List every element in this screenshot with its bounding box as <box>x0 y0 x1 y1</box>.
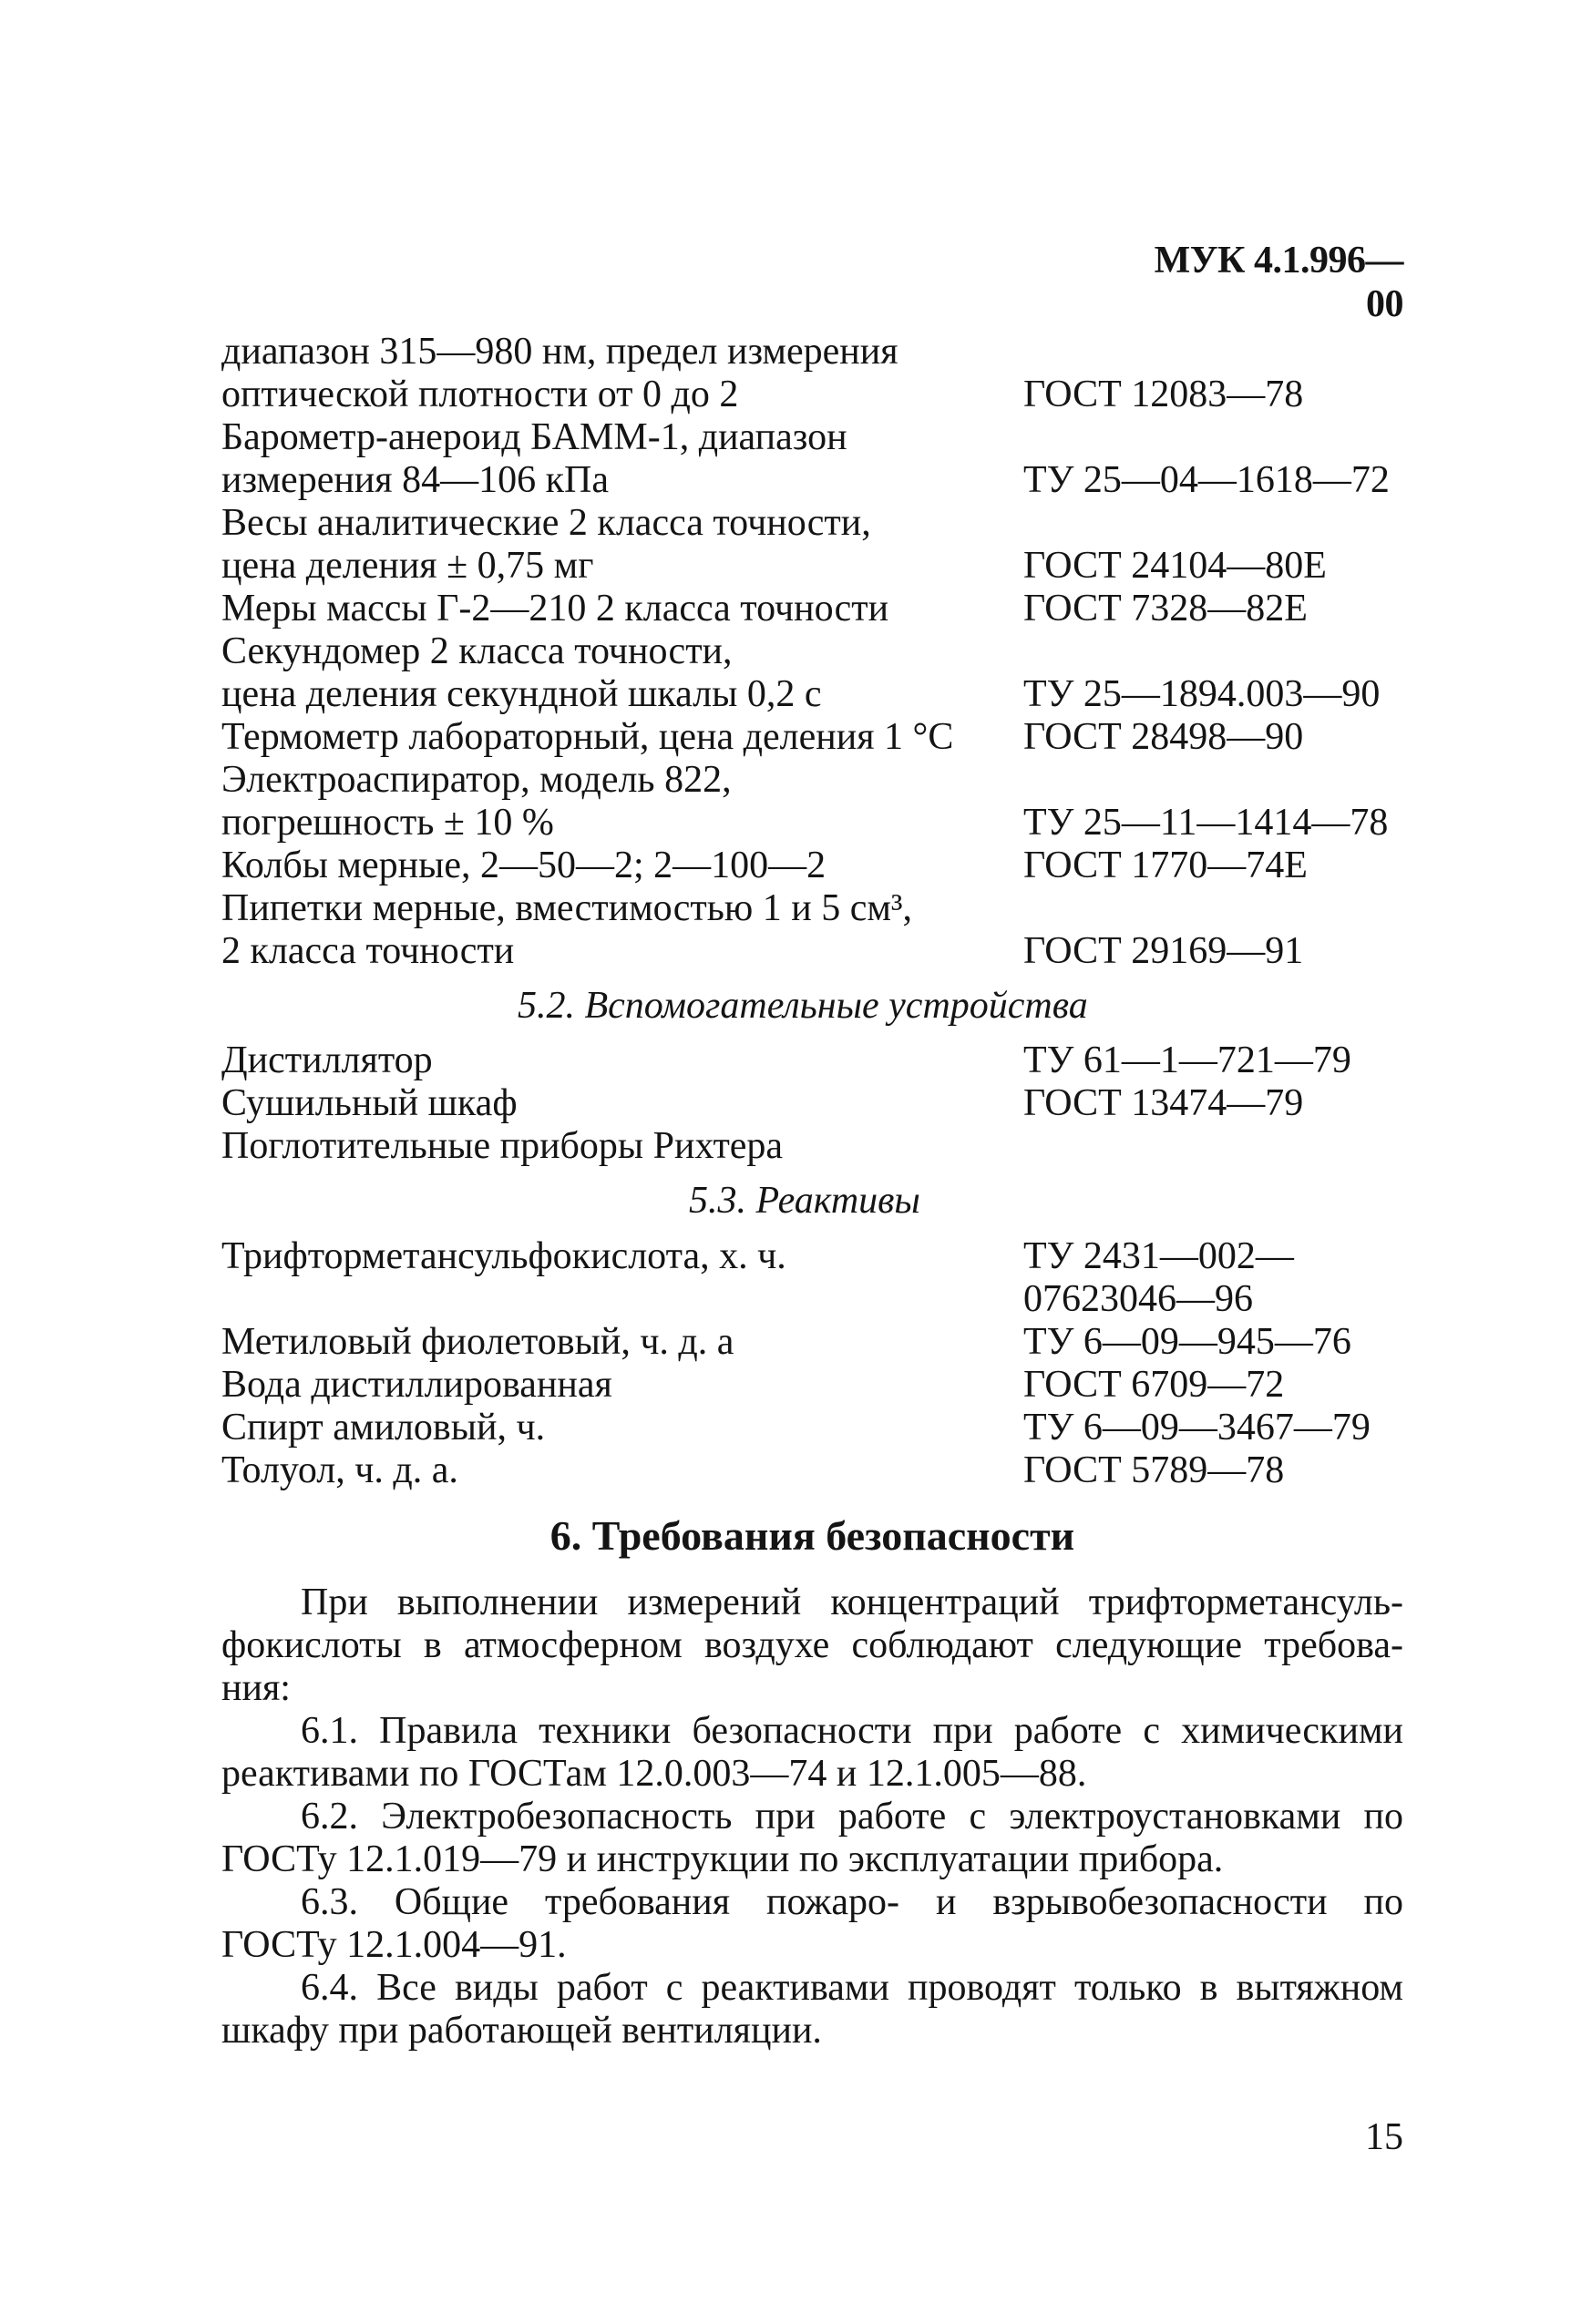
reagent-row <box>221 1277 1406 1323</box>
equipment-description: Барометр-анероид БАММ-1, диапазон <box>221 416 847 458</box>
equipment-row <box>221 758 1406 804</box>
equipment-description: измерения 84—106 кПа <box>221 459 609 501</box>
paragraph-line: ГОСТу 12.1.019—79 и инструкции по эксплуатации прибора. <box>221 1838 1224 1880</box>
equipment-description: Колбы мерные, 2—50—2; 2—100—2 <box>221 845 827 886</box>
equipment-standard: ГОСТ 1770—74Е <box>1023 845 1308 886</box>
reagent-row <box>221 1406 1406 1451</box>
equipment-description: оптической плотности от 0 до 2 <box>221 374 739 415</box>
reagent-standard: ГОСТ 5789—78 <box>1023 1449 1285 1491</box>
equipment-row <box>221 544 1406 589</box>
reagent-name: Толуол, ч. д. а. <box>221 1449 458 1491</box>
auxiliary-device-row <box>221 1124 1406 1170</box>
device-standard: ТУ 61—1—721—79 <box>1023 1039 1351 1081</box>
equipment-row <box>221 886 1406 932</box>
paragraph-line: 6.4. Все виды работ с реактивами проводят только в вытяжном <box>301 1967 1403 2009</box>
reagent-row <box>221 1449 1406 1494</box>
reagent-standard: ГОСТ 6709—72 <box>1023 1364 1285 1406</box>
device-name: Сушильный шкаф <box>221 1082 518 1124</box>
equipment-standard: ГОСТ 29169—91 <box>1023 930 1304 972</box>
document-code-header: МУК 4.1.996—00 <box>1154 240 1403 325</box>
equipment-row <box>221 630 1406 675</box>
equipment-standard: ТУ 25—1894.003—90 <box>1023 673 1381 715</box>
equipment-description: Термометр лабораторный, цена деления 1 °С <box>221 716 954 758</box>
reagent-standard: 07623046—96 <box>1023 1278 1253 1320</box>
section-5-2-heading: 5.2. Вспомогательные устройства <box>518 985 1088 1027</box>
equipment-description: Секундомер 2 класса точности, <box>221 630 733 672</box>
reagent-name: Метиловый фиолетовый, ч. д. а <box>221 1321 734 1363</box>
auxiliary-device-row <box>221 1039 1406 1084</box>
equipment-description: цена деления секундной шкалы 0,2 с <box>221 673 822 715</box>
paragraph-line: фокислоты в атмосферном воздухе соблюдают следующие требова- <box>221 1624 1403 1666</box>
device-name: Поглотительные приборы Рихтера <box>221 1125 784 1167</box>
equipment-standard: ГОСТ 12083—78 <box>1023 374 1304 415</box>
equipment-row <box>221 929 1406 975</box>
reagent-row <box>221 1363 1406 1408</box>
paragraph-line: ния: <box>221 1667 291 1709</box>
reagent-standard: ТУ 6—09—3467—79 <box>1023 1407 1371 1449</box>
equipment-row <box>221 501 1406 547</box>
equipment-row <box>221 587 1406 632</box>
equipment-description: Меры массы Г-2—210 2 класса точности <box>221 588 889 630</box>
paragraph-line: При выполнении измерений концентраций трифторметансуль- <box>301 1582 1403 1623</box>
paragraph-line: 6.3. Общие требования пожаро- и взрывобезопасности по <box>301 1881 1403 1923</box>
equipment-row <box>221 844 1406 889</box>
auxiliary-device-row <box>221 1081 1406 1127</box>
equipment-description: погрешность ± 10 % <box>221 802 554 844</box>
equipment-description: 2 класса точности <box>221 930 515 972</box>
reagent-row <box>221 1234 1406 1280</box>
section-5-3-heading: 5.3. Реактивы <box>689 1180 920 1222</box>
equipment-standard: ТУ 25—11—1414—78 <box>1023 802 1389 844</box>
reagent-standard: ТУ 6—09—945—76 <box>1023 1321 1351 1363</box>
paragraph-line: 6.2. Электробезопасность при работе с электроустановками по <box>301 1796 1403 1838</box>
equipment-row <box>221 415 1406 461</box>
reagent-name: Спирт амиловый, ч. <box>221 1407 546 1449</box>
equipment-description: цена деления ± 0,75 мг <box>221 545 594 587</box>
equipment-description: Пипетки мерные, вместимостью 1 и 5 см³, <box>221 887 913 929</box>
equipment-standard: ГОСТ 28498—90 <box>1023 716 1304 758</box>
reagent-name: Вода дистиллированная <box>221 1364 612 1406</box>
equipment-standard: ТУ 25—04—1618—72 <box>1023 459 1390 501</box>
page-number: 15 <box>1365 2116 1403 2158</box>
equipment-description: диапазон 315—980 нм, предел измерения <box>221 331 898 373</box>
equipment-row <box>221 458 1406 504</box>
reagent-name: Трифторметансульфокислота, х. ч. <box>221 1235 786 1277</box>
equipment-row <box>221 330 1406 375</box>
equipment-row <box>221 672 1406 718</box>
device-standard: ГОСТ 13474—79 <box>1023 1082 1304 1124</box>
equipment-standard: ГОСТ 7328—82Е <box>1023 588 1308 630</box>
equipment-standard: ГОСТ 24104—80Е <box>1023 545 1327 587</box>
paragraph-line: 6.1. Правила техники безопасности при работе с химическими <box>301 1710 1403 1752</box>
reagent-standard: ТУ 2431—002— <box>1023 1235 1294 1277</box>
device-name: Дистиллятор <box>221 1039 433 1081</box>
section-6-heading: 6. Требования безопасности <box>549 1512 1075 1559</box>
equipment-row <box>221 715 1406 761</box>
reagent-row <box>221 1320 1406 1366</box>
equipment-description: Весы аналитические 2 класса точности, <box>221 502 871 544</box>
equipment-description: Электроаспиратор, модель 822, <box>221 759 732 801</box>
equipment-row <box>221 801 1406 846</box>
equipment-row <box>221 373 1406 418</box>
paragraph-line: ГОСТу 12.1.004—91. <box>221 1924 567 1966</box>
paragraph-line: реактивами по ГОСТам 12.0.003—74 и 12.1.005—88. <box>221 1753 1087 1795</box>
paragraph-line: шкафу при работающей вентиляции. <box>221 2010 822 2052</box>
